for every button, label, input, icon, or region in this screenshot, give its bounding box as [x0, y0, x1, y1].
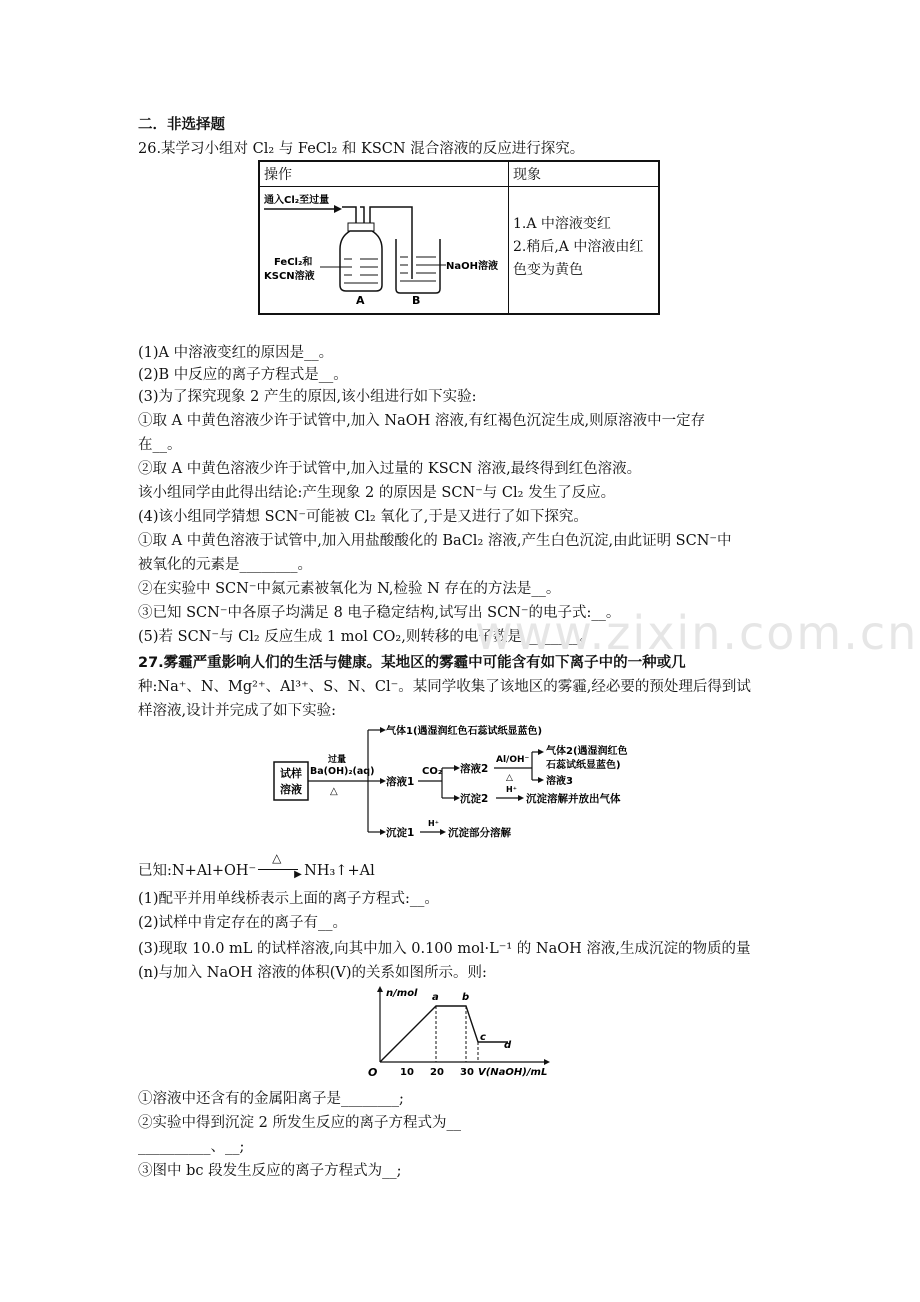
apparatus-diagram	[260, 187, 502, 309]
known-arrowhead: ▶	[294, 869, 302, 880]
q27-title-3: 样溶液,设计并完成了如下实验:	[138, 703, 336, 719]
watermark: www.zixin.com.cn	[475, 606, 919, 660]
q27-sub-line: __________、__;	[138, 1139, 245, 1155]
q26-line: ②取 A 中黄色溶液少许于试管中,加入过量的 KSCN 溶液,最终得到红色溶液。	[138, 461, 642, 477]
precip1: 沉淀1	[386, 827, 415, 839]
reagent-h-plus-1: H⁺	[428, 819, 439, 828]
arrowhead-solution3	[538, 777, 544, 783]
q27-sub-line: ③图中 bc 段发生反应的离子方程式为__;	[138, 1163, 402, 1179]
table-header-operation: 操作	[259, 161, 509, 187]
arrowhead-h-plus-1	[440, 829, 446, 835]
known-delta: △	[272, 851, 282, 865]
solution-b-lines	[400, 257, 436, 281]
apparatus-cell	[259, 187, 509, 315]
phenomena-cell	[509, 187, 660, 315]
point-d: d	[504, 1040, 512, 1051]
x-axis-arrow	[544, 1059, 550, 1065]
experiment-flowchart	[270, 722, 680, 846]
q26-table	[258, 160, 660, 315]
section-title: 二．非选择题	[138, 117, 225, 133]
known-right: NH₃↑+Al	[304, 863, 375, 879]
point-b: b	[462, 992, 470, 1003]
point-c: c	[480, 1032, 486, 1043]
solution-a-label-1: FeCl₂和	[274, 257, 313, 268]
reagent-al-oh: Al/OH⁻	[496, 755, 530, 765]
label-a: A	[356, 294, 365, 307]
q26-line: 该小组同学由此得出结论:产生现象 2 的原因是 SCN⁻与 Cl₂ 发生了反应。	[138, 485, 616, 501]
q26-line: (2)B 中反应的离子方程式是__。	[138, 367, 348, 383]
label-b: B	[412, 294, 421, 307]
sample-label-2: 溶液	[280, 783, 302, 796]
q26-line: ②在实验中 SCN⁻中氮元素被氧化为 N,检验 N 存在的方法是__。	[138, 581, 561, 597]
known-equation	[138, 851, 375, 882]
known-left: 已知:N+Al+OH⁻	[138, 863, 257, 879]
solution2-delta: △	[506, 773, 513, 783]
phenomenon-1: 1.A 中溶液变红	[513, 216, 611, 232]
gas-bottle-a	[340, 231, 382, 291]
beaker-b	[396, 239, 440, 293]
q26-line: ①取 A 中黄色溶液少许于试管中,加入 NaOH 溶液,有红褐色沉淀生成,则原溶液中一定存	[138, 413, 706, 429]
curve	[380, 1006, 508, 1062]
q26-line: (3)为了探究现象 2 产生的原因,该小组进行如下实验:	[138, 389, 477, 405]
inlet-label: 通入Cl₂至过量	[264, 195, 330, 206]
reagent: Ba(OH)₂(aq)	[310, 766, 375, 777]
table-header-phenomenon: 现象	[509, 161, 660, 187]
arrowhead-gas2	[538, 749, 544, 755]
gas1: 气体1(遇湿润红色石蕊试纸显蓝色)	[386, 726, 543, 737]
q26-line: (1)A 中溶液变红的原因是__。	[138, 345, 334, 361]
gas2-1: 气体2(遇湿润红色	[546, 746, 628, 757]
reagent-delta: △	[330, 786, 338, 797]
q26-line: ③已知 SCN⁻中各原子均满足 8 电子稳定结构,试写出 SCN⁻的电子式:__。	[138, 605, 621, 621]
q26-line: 被氧化的元素是________。	[138, 557, 312, 573]
solution-a-label-2: KSCN溶液	[264, 271, 315, 282]
q27-sub-line: ①溶液中还含有的金属阳离子是________;	[138, 1091, 404, 1107]
x-axis-label: V(NaOH)/mL	[478, 1067, 548, 1078]
gas2-2: 石蕊试纸显蓝色)	[546, 760, 621, 771]
q27-title-2: 种:Na⁺、N、Mg²⁺、Al³⁺、S、N、Cl⁻。某同学收集了该地区的雾霾,经必要的预处理后得到试	[138, 679, 751, 695]
q26-line: (4)该小组同学猜想 SCN⁻可能被 Cl₂ 氧化了,于是又进行了如下探究。	[138, 509, 588, 525]
solution3: 溶液3	[546, 776, 573, 787]
reagent-top: 过量	[328, 755, 347, 765]
phenomenon-2: 2.稍后,A 中溶液由红	[513, 239, 644, 255]
q27-title-1: 27.雾霾严重影响人们的生活与健康。某地区的雾霾中可能含有如下离子中的一种或几	[138, 655, 686, 671]
q27-line: (n)与加入 NaOH 溶液的体积(V)的关系如图所示。则:	[138, 965, 487, 981]
q27-line: (1)配平并用单线桥表示上面的离子方程式:__。	[138, 891, 439, 907]
precip2-result: 沉淀溶解并放出气体	[526, 793, 621, 805]
x-tick-10: 10	[400, 1067, 414, 1078]
y-axis-arrow	[377, 986, 383, 992]
reagent-co2: CO₂	[422, 766, 443, 777]
inlet-arrowhead	[334, 205, 342, 213]
sample-label-1: 试样	[280, 767, 302, 780]
precipitate-graph	[364, 984, 564, 1080]
solution2: 溶液2	[460, 763, 489, 775]
phenomenon-3: 色变为黄色	[513, 262, 583, 278]
q26-line: (5)若 SCN⁻与 Cl₂ 反应生成 1 mol CO₂,则转移的电子数是________。	[138, 629, 595, 645]
solution1: 溶液1	[386, 776, 415, 788]
x-tick-30: 30	[460, 1067, 474, 1078]
point-a: a	[432, 992, 439, 1003]
y-axis-label: n/mol	[386, 988, 418, 999]
solution-b-label: NaOH溶液	[446, 261, 498, 272]
reagent-h-plus-2: H⁺	[506, 785, 517, 794]
q27-line: (2)试样中肯定存在的离子有__。	[138, 915, 348, 931]
q26-title: 26.某学习小组对 Cl₂ 与 FeCl₂ 和 KSCN 混合溶液的反应进行探究。	[138, 141, 585, 157]
q26-line: ①取 A 中黄色溶液于试管中,加入用盐酸酸化的 BaCl₂ 溶液,产生白色沉淀,由此证明 SCN⁻中	[138, 533, 732, 549]
precip2: 沉淀2	[460, 793, 489, 805]
precip1-result: 沉淀部分溶解	[448, 827, 511, 839]
arrowhead-h-plus-2	[518, 795, 524, 801]
bottle-stopper	[348, 223, 374, 231]
q27-sub-line: ②实验中得到沉淀 2 所发生反应的离子方程式为__	[138, 1115, 461, 1131]
known-arrow-line	[258, 869, 298, 870]
q26-line: 在__。	[138, 437, 182, 453]
origin-label: O	[368, 1066, 378, 1079]
known-arrow	[258, 851, 302, 880]
q27-line: (3)现取 10.0 mL 的试样溶液,向其中加入 0.100 mol·L⁻¹ 的 NaOH 溶液,生成沉淀的物质的量	[138, 941, 751, 957]
x-tick-20: 20	[430, 1067, 444, 1078]
